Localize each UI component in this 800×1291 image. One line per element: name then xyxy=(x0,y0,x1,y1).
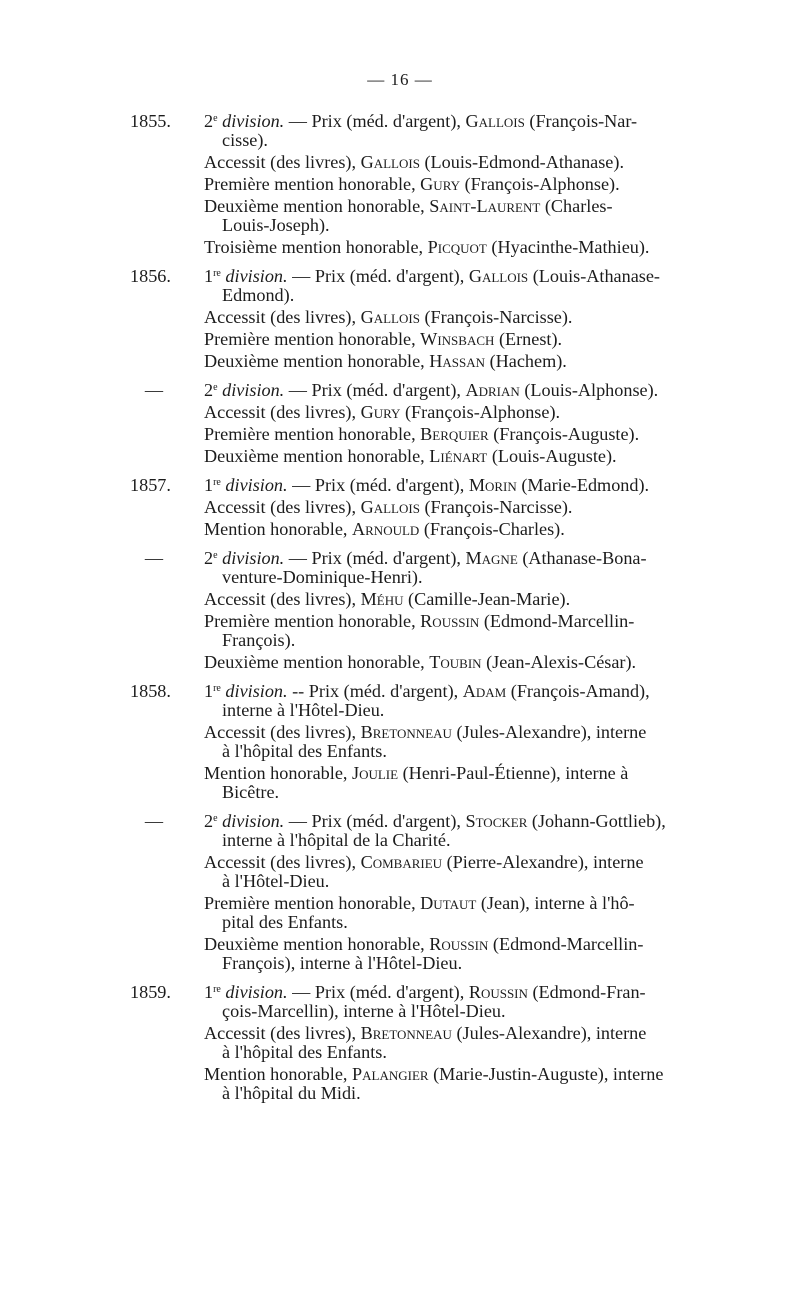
ordinal-suffix: re xyxy=(213,984,221,995)
award-line xyxy=(204,935,715,973)
award-line xyxy=(204,330,715,349)
laureate-details: (Jean-Alexis-César). xyxy=(481,652,637,672)
award-line-text xyxy=(204,175,715,194)
award-line xyxy=(204,682,715,720)
award-prefix: Troisième mention honorable, xyxy=(204,237,428,257)
division-label: division. xyxy=(220,475,288,495)
award-line-text xyxy=(204,197,715,216)
continuation-text: Edmond). xyxy=(222,285,295,305)
award-line-text xyxy=(204,1024,715,1043)
award-line-text xyxy=(204,1065,715,1084)
laureate-name: Winsbach xyxy=(420,329,495,349)
laureate-details: (Jean), interne à l'hô- xyxy=(476,893,635,913)
laureate-details: (François-Auguste). xyxy=(488,424,640,444)
award-line-text xyxy=(204,112,715,131)
award-entry xyxy=(130,549,715,672)
award-line-text xyxy=(204,612,715,631)
laureate-details: (Edmond-Marcellin- xyxy=(488,934,644,954)
award-prefix: Première mention honorable, xyxy=(204,424,421,444)
laureate-name: Stocker xyxy=(465,811,528,831)
award-line xyxy=(204,723,715,761)
award-line xyxy=(204,476,715,495)
award-line xyxy=(204,425,715,444)
award-prefix: Première mention honorable, xyxy=(204,611,421,631)
award-prefix: Accessit (des livres), xyxy=(204,852,361,872)
laureate-name: Hassan xyxy=(429,351,486,371)
laureate-details: (François-Alphonse). xyxy=(400,402,561,422)
laureate-details: (François-Alphonse). xyxy=(460,174,620,194)
award-line-text xyxy=(204,447,715,466)
laureate-details: (Marie-Edmond). xyxy=(516,475,650,495)
laureate-name: Toubin xyxy=(429,652,482,672)
ordinal-suffix: re xyxy=(213,268,221,279)
laureate-details: (Louis-Edmond-Athanase). xyxy=(419,152,624,172)
award-entry xyxy=(130,983,715,1103)
laureate-name: Combarieu xyxy=(360,852,443,872)
division-label: division. xyxy=(217,811,285,831)
prize-text: — Prix (méd. d'argent), xyxy=(284,548,466,568)
laureate-details: (François-Charles). xyxy=(419,519,565,539)
laureate-name: Gury xyxy=(420,174,461,194)
award-line xyxy=(204,612,715,650)
award-line-text xyxy=(204,498,715,517)
laureate-details: (Jules-Alexandre), interne xyxy=(451,722,647,742)
award-line-text xyxy=(204,403,715,422)
ordinal-suffix: e xyxy=(213,813,218,824)
award-line-text xyxy=(204,723,715,742)
laureate-details: (Jules-Alexandre), interne xyxy=(451,1023,647,1043)
laureate-details: (Edmond-Marcellin- xyxy=(479,611,635,631)
award-prefix: 1 xyxy=(204,475,214,495)
award-line-text xyxy=(204,476,715,495)
award-line xyxy=(204,381,715,400)
division-label: division. xyxy=(220,982,288,1002)
prize-text: — Prix (méd. d'argent), xyxy=(284,811,466,831)
award-line-text xyxy=(204,352,715,371)
laureate-details: (Hyacinthe-Mathieu). xyxy=(486,237,650,257)
award-line xyxy=(204,1024,715,1062)
laureate-details: (Edmond-Fran- xyxy=(527,982,646,1002)
award-prefix: Deuxième mention honorable, xyxy=(204,652,430,672)
division-label: division. xyxy=(220,266,288,286)
ordinal-suffix: e xyxy=(213,382,218,393)
laureate-name: Gallois xyxy=(360,307,420,327)
laureate-name: Méhu xyxy=(360,589,404,609)
award-line xyxy=(204,983,715,1021)
laureate-name: Roussin xyxy=(429,934,489,954)
entry-year: 1859. xyxy=(130,982,171,1002)
continuation-text: Louis-Joseph). xyxy=(222,215,330,235)
award-prefix: 1 xyxy=(204,982,214,1002)
laureate-name: Bretonneau xyxy=(360,722,452,742)
award-line xyxy=(204,498,715,517)
laureate-details: (François-Nar- xyxy=(524,111,638,131)
prize-text: — Prix (méd. d'argent), xyxy=(287,475,469,495)
continuation-text: pital des Enfants. xyxy=(222,912,348,932)
laureate-name: Palangier xyxy=(352,1064,429,1084)
division-label: division. xyxy=(220,681,288,701)
page-number: — 16 — xyxy=(367,70,433,89)
award-line-text xyxy=(204,853,715,872)
award-entry xyxy=(130,682,715,802)
entry-year: — xyxy=(144,548,164,568)
laureate-name: Magne xyxy=(465,548,518,568)
award-line-text xyxy=(204,590,715,609)
ordinal-suffix: e xyxy=(213,550,218,561)
award-line xyxy=(204,308,715,327)
award-prefix: Accessit (des livres), xyxy=(204,402,361,422)
prize-text: — Prix (méd. d'argent), xyxy=(287,982,469,1002)
laureate-details: (Louis-Athanase- xyxy=(528,266,660,286)
award-prefix: Première mention honorable, xyxy=(204,893,421,913)
award-line xyxy=(204,1065,715,1103)
award-prefix: Première mention honorable, xyxy=(204,329,421,349)
laureate-name: Gury xyxy=(360,402,401,422)
laureate-name: Gallois xyxy=(465,111,525,131)
laureate-name: Bretonneau xyxy=(360,1023,452,1043)
laureate-name: Saint-Laurent xyxy=(429,196,541,216)
laureate-details: (Louis-Alphonse). xyxy=(519,380,659,400)
prize-text: -- Prix (méd. d'argent), xyxy=(287,681,463,701)
continuation-text: à l'hôpital du Midi. xyxy=(222,1083,361,1103)
award-line-text xyxy=(204,983,715,1002)
award-line-text xyxy=(204,330,715,349)
laureate-name: Joulie xyxy=(352,763,399,783)
laureate-name: Adrian xyxy=(465,380,520,400)
award-line-text xyxy=(204,381,715,400)
continuation-text: à l'hôpital des Enfants. xyxy=(222,741,387,761)
award-line xyxy=(204,520,715,539)
entry-year: 1857. xyxy=(130,475,171,495)
continuation-text: çois-Marcellin), interne à l'Hôtel-Dieu. xyxy=(222,1001,506,1021)
continuation-text: à l'Hôtel-Dieu. xyxy=(222,871,330,891)
laureate-details: (Pierre-Alexandre), interne xyxy=(442,852,644,872)
award-line xyxy=(204,653,715,672)
award-prefix: Mention honorable, xyxy=(204,1064,352,1084)
award-prefix: Deuxième mention honorable, xyxy=(204,196,430,216)
laureate-name: Gallois xyxy=(360,152,420,172)
entry-year: 1855. xyxy=(130,111,171,131)
laureate-details: (Athanase-Bona- xyxy=(517,548,647,568)
award-prefix: Deuxième mention honorable, xyxy=(204,351,430,371)
award-line xyxy=(204,267,715,305)
laureate-details: (Charles- xyxy=(540,196,613,216)
award-prefix: 2 xyxy=(204,111,214,131)
award-prefix: Deuxième mention honorable, xyxy=(204,446,430,466)
award-prefix: Accessit (des livres), xyxy=(204,589,361,609)
division-label: division. xyxy=(217,548,285,568)
entry-year: 1858. xyxy=(130,681,171,701)
laureate-name: Gallois xyxy=(468,266,529,286)
laureate-name: Picquot xyxy=(427,237,487,257)
award-prefix: 1 xyxy=(204,681,214,701)
award-prefix: 2 xyxy=(204,548,214,568)
ordinal-suffix: re xyxy=(213,683,221,694)
laureate-name: Berquier xyxy=(420,424,489,444)
laureate-details: (Ernest). xyxy=(494,329,563,349)
award-prefix: Mention honorable, xyxy=(204,519,352,539)
award-entry xyxy=(130,267,715,371)
document-body xyxy=(130,112,715,1113)
award-line-text xyxy=(204,935,715,954)
ordinal-suffix: e xyxy=(213,113,218,124)
award-prefix: Mention honorable, xyxy=(204,763,352,783)
award-prefix: Accessit (des livres), xyxy=(204,722,361,742)
award-line-text xyxy=(204,682,715,701)
continuation-text: François), interne à l'Hôtel-Dieu. xyxy=(222,953,463,973)
award-prefix: Accessit (des livres), xyxy=(204,307,361,327)
laureate-details: (François-Narcisse). xyxy=(419,307,573,327)
award-line xyxy=(204,197,715,235)
entry-year: — xyxy=(144,380,164,400)
laureate-name: Adam xyxy=(462,681,507,701)
award-line xyxy=(204,112,715,150)
entry-year: 1856. xyxy=(130,266,171,286)
prize-text: — Prix (méd. d'argent), xyxy=(284,111,466,131)
laureate-name: Arnould xyxy=(352,519,420,539)
laureate-details: (Louis-Auguste). xyxy=(487,446,617,466)
award-line-text xyxy=(204,812,715,831)
award-line xyxy=(204,764,715,802)
entry-year: — xyxy=(144,811,164,831)
award-line-text xyxy=(204,308,715,327)
award-line xyxy=(204,352,715,371)
award-prefix: Accessit (des livres), xyxy=(204,497,361,517)
award-line-text xyxy=(204,549,715,568)
award-line xyxy=(204,403,715,422)
award-prefix: 2 xyxy=(204,811,214,831)
continuation-text: interne à l'hôpital de la Charité. xyxy=(222,830,451,850)
award-line xyxy=(204,153,715,172)
laureate-details: (Camille-Jean-Marie). xyxy=(403,589,571,609)
award-line-text xyxy=(204,653,715,672)
laureate-details: (Johann-Gottlieb), xyxy=(527,811,666,831)
ordinal-suffix: re xyxy=(213,477,221,488)
award-entry xyxy=(130,381,715,466)
laureate-name: Roussin xyxy=(420,611,480,631)
laureate-name: Liénart xyxy=(429,446,488,466)
continuation-text: François). xyxy=(222,630,296,650)
award-line xyxy=(204,175,715,194)
laureate-name: Gallois xyxy=(360,497,420,517)
award-line xyxy=(204,894,715,932)
award-prefix: Deuxième mention honorable, xyxy=(204,934,430,954)
award-line-text xyxy=(204,520,715,539)
award-prefix: Accessit (des livres), xyxy=(204,152,361,172)
laureate-name: Dutaut xyxy=(420,893,477,913)
award-line xyxy=(204,590,715,609)
award-entry xyxy=(130,476,715,539)
award-line-text xyxy=(204,894,715,913)
laureate-details: (Henri-Paul-Étienne), interne à xyxy=(398,763,629,783)
laureate-name: Roussin xyxy=(468,982,528,1002)
continuation-text: interne à l'Hôtel-Dieu. xyxy=(222,700,385,720)
award-line xyxy=(204,812,715,850)
laureate-details: (Hachem). xyxy=(485,351,567,371)
award-prefix: 1 xyxy=(204,266,214,286)
division-label: division. xyxy=(217,380,285,400)
award-entry xyxy=(130,112,715,257)
laureate-details: (François-Narcisse). xyxy=(419,497,573,517)
award-line-text xyxy=(204,764,715,783)
award-line xyxy=(204,853,715,891)
continuation-text: venture-Dominique-Henri). xyxy=(222,567,423,587)
laureate-name: Morin xyxy=(468,475,517,495)
continuation-text: à l'hôpital des Enfants. xyxy=(222,1042,387,1062)
award-prefix: 2 xyxy=(204,380,214,400)
continuation-text: cisse). xyxy=(222,130,268,150)
award-prefix: Première mention honorable, xyxy=(204,174,421,194)
award-line-text xyxy=(204,153,715,172)
laureate-details: (François-Amand), xyxy=(506,681,650,701)
award-line xyxy=(204,447,715,466)
award-entry xyxy=(130,812,715,973)
prize-text: — Prix (méd. d'argent), xyxy=(287,266,469,286)
prize-text: — Prix (méd. d'argent), xyxy=(284,380,466,400)
award-line-text xyxy=(204,425,715,444)
award-line xyxy=(204,549,715,587)
award-prefix: Accessit (des livres), xyxy=(204,1023,361,1043)
award-line-text xyxy=(204,267,715,286)
award-line-text xyxy=(204,238,715,257)
award-line xyxy=(204,238,715,257)
division-label: division. xyxy=(217,111,285,131)
continuation-text: Bicêtre. xyxy=(222,782,280,802)
laureate-details: (Marie-Justin-Auguste), interne xyxy=(428,1064,664,1084)
